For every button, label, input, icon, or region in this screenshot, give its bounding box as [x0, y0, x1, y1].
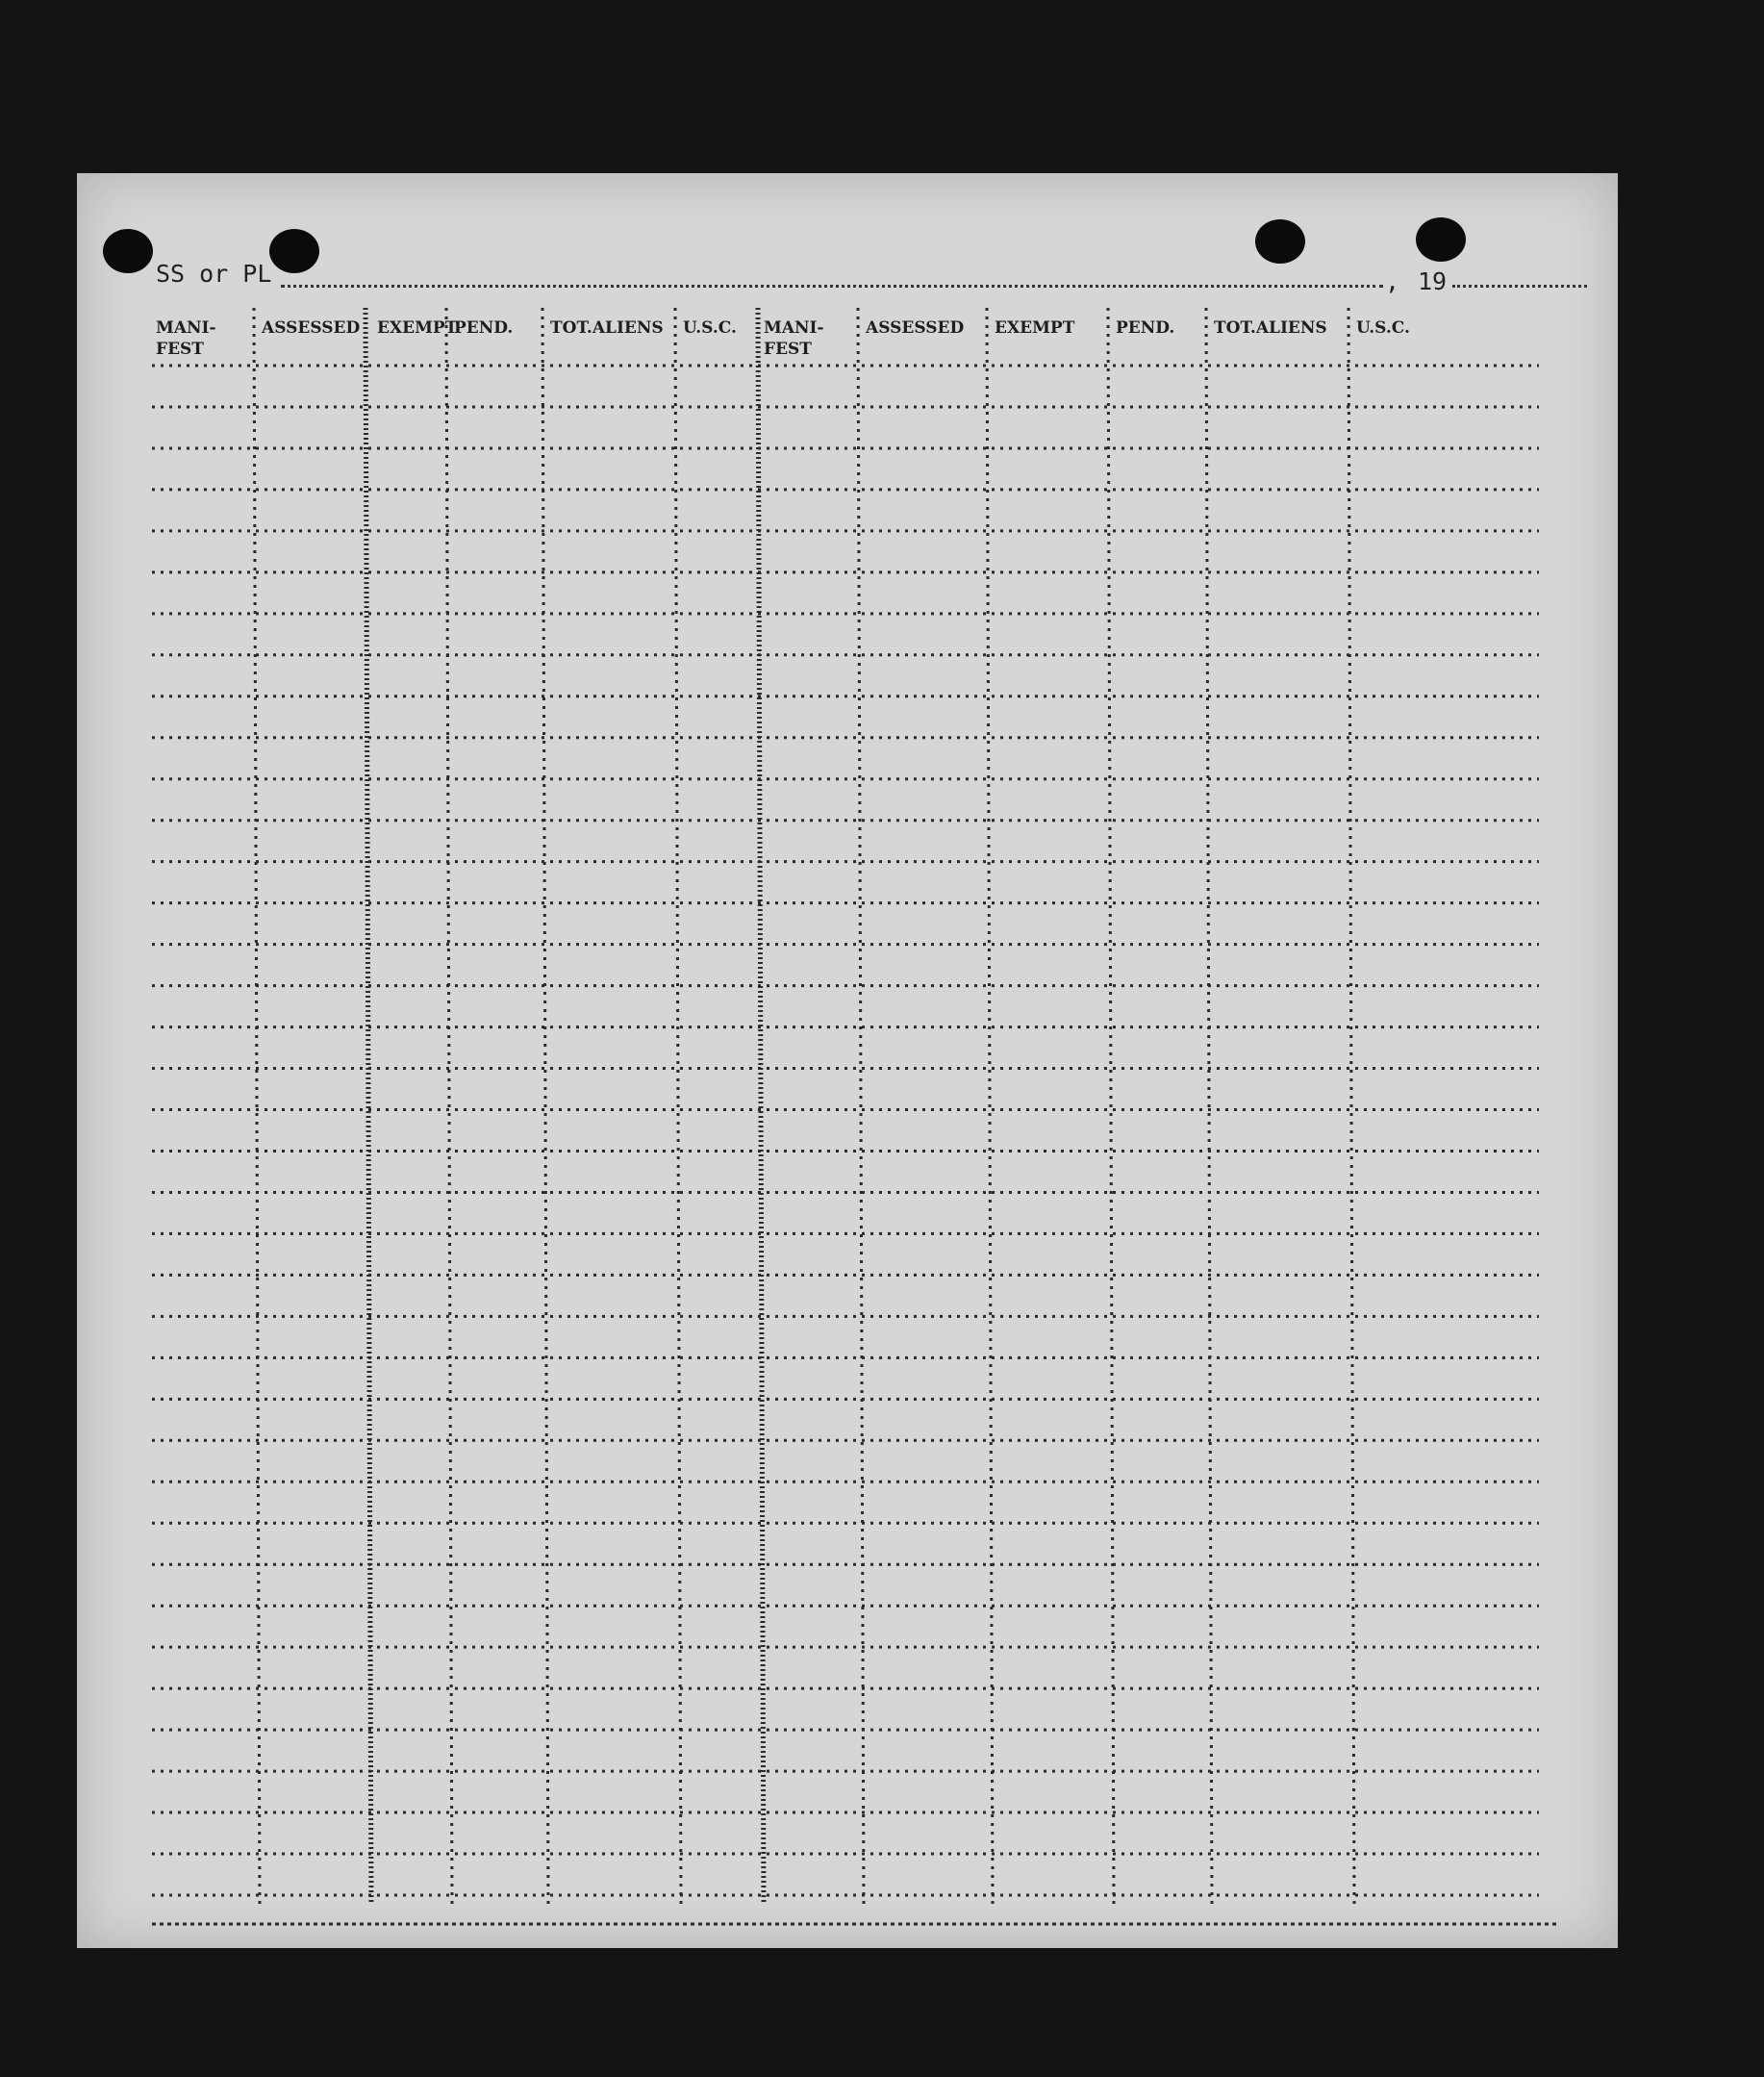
column-rule [675, 308, 681, 1905]
col-usc-left: U.S.C. [683, 318, 737, 338]
col-manifest-left: MANI- FEST [156, 318, 216, 359]
column-rule [858, 308, 864, 1905]
column-rule [987, 308, 993, 1905]
column-rule [365, 308, 371, 1905]
col-exempt-right: EXEMPT [995, 318, 1075, 338]
col-assessed-left: ASSESSED [262, 318, 361, 338]
column-rule [758, 308, 764, 1905]
col-pend-left: PEND. [454, 318, 514, 338]
column-rule [542, 308, 548, 1905]
vessel-label: SS or PL [156, 260, 272, 288]
ledger-grid [77, 173, 1618, 1948]
date-separator: , [1385, 267, 1400, 295]
col-pend-right: PEND. [1116, 318, 1175, 338]
column-rule [254, 308, 260, 1905]
column-rule [1348, 308, 1354, 1905]
col-tot-aliens-right: TOT.ALIENS [1214, 318, 1327, 338]
col-manifest-right: MANI- FEST [764, 318, 824, 359]
col-usc-right: U.S.C. [1356, 318, 1410, 338]
form-sheet [77, 173, 1618, 1948]
col-assessed-right: ASSESSED [866, 318, 965, 338]
col-exempt-left: EXEMPT [377, 318, 458, 338]
column-rule [446, 308, 452, 1905]
year-prefix: 19 [1418, 267, 1448, 295]
column-rule [1206, 308, 1212, 1905]
column-rule [1108, 308, 1114, 1905]
col-tot-aliens-left: TOT.ALIENS [550, 318, 664, 338]
